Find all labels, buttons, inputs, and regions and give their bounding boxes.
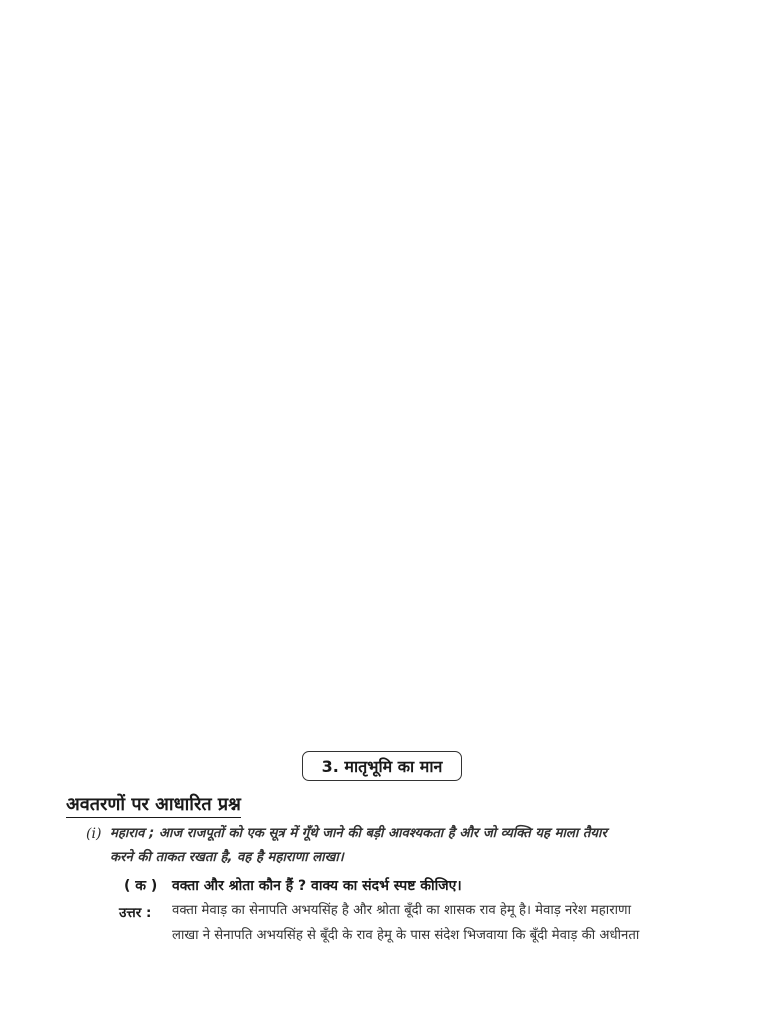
answer-line-2: लाखा ने सेनापति अभयसिंह से बूँदी के राव हेमू के पास संदेश भिजवाया कि बूँदी मेवाड़ की अधीनता xyxy=(172,928,640,943)
section-heading: अवतरणों पर आधारित प्रश्न xyxy=(66,794,241,818)
answer-label: उत्तर : xyxy=(119,905,152,921)
chapter-title xyxy=(302,751,462,781)
passage-line-1: महाराव ; आज राजपूतों को एक सूत्र में गूँथे जाने की बड़ी आवश्यकता है और जो व्यक्ति यह माला तैयार xyxy=(110,826,607,841)
passage-line-2: करने की ताकत रखता है, वह है महाराणा लाखा। xyxy=(110,850,344,865)
question-label: ( क ) xyxy=(124,878,158,894)
question-text: वक्ता और श्रोता कौन हैं ? वाक्य का संदर्भ स्पष्ट कीजिए। xyxy=(172,878,462,894)
answer-line-1: वक्ता मेवाड़ का सेनापति अभयसिंह है और श्रोता बूँदी का शासक राव हेमू है। मेवाड़ नरेश महाराणा xyxy=(172,903,631,918)
passage-number: (i) xyxy=(86,826,102,842)
chapter-title-text: 3. मातृभूमि का मान xyxy=(321,757,443,776)
